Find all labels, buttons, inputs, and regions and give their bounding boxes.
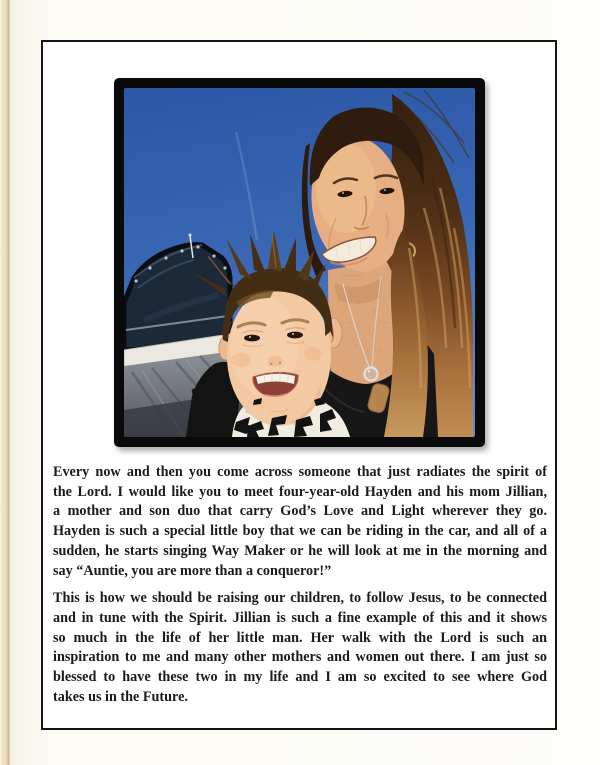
paragraph [53,463,547,581]
text-line: inspiration to me and many other mothers and women out there. I am just so [53,649,547,666]
paragraph [53,589,547,707]
text-line: a mother and son duo that carry God’s Love and Light wherever they go. [53,503,547,520]
boy-eye-right [287,332,303,339]
text-line: sudden, he starts singing Way Maker or he will look at me in the morning and [53,542,547,559]
text-line: and in tune with the Spirit. Jillian is such a fine example of this and it shows [53,609,547,626]
photo [124,88,475,437]
boy-eye-left [244,335,260,342]
article-text [53,463,547,707]
text-line: the Lord. I would like you to meet four-year-old Hayden and his mom Jillian, [53,483,547,500]
boy-nose [267,356,282,367]
text-line: say “Auntie, you are more than a conqueror!” [53,562,332,579]
text-line: Hayden is such a special little boy that we can be riding in the car, and all of a [53,523,547,540]
photo-frame [114,78,485,447]
text-line: so much in the life of her little man. Her walk with the Lord is such an [53,629,547,646]
necklace-pendant [364,368,377,381]
text-line: Every now and then you come across someone that just radiates the spirit of [53,464,547,480]
text-line: blessed to have these two in my life and I am so excited to see where God [53,669,547,686]
text-line: takes us in the Future. [53,688,188,705]
text-line: This is how we should be raising our children, to follow Jesus, to be connected [53,590,547,607]
document-sheet [41,40,557,730]
scanned-page-edge [0,0,10,765]
